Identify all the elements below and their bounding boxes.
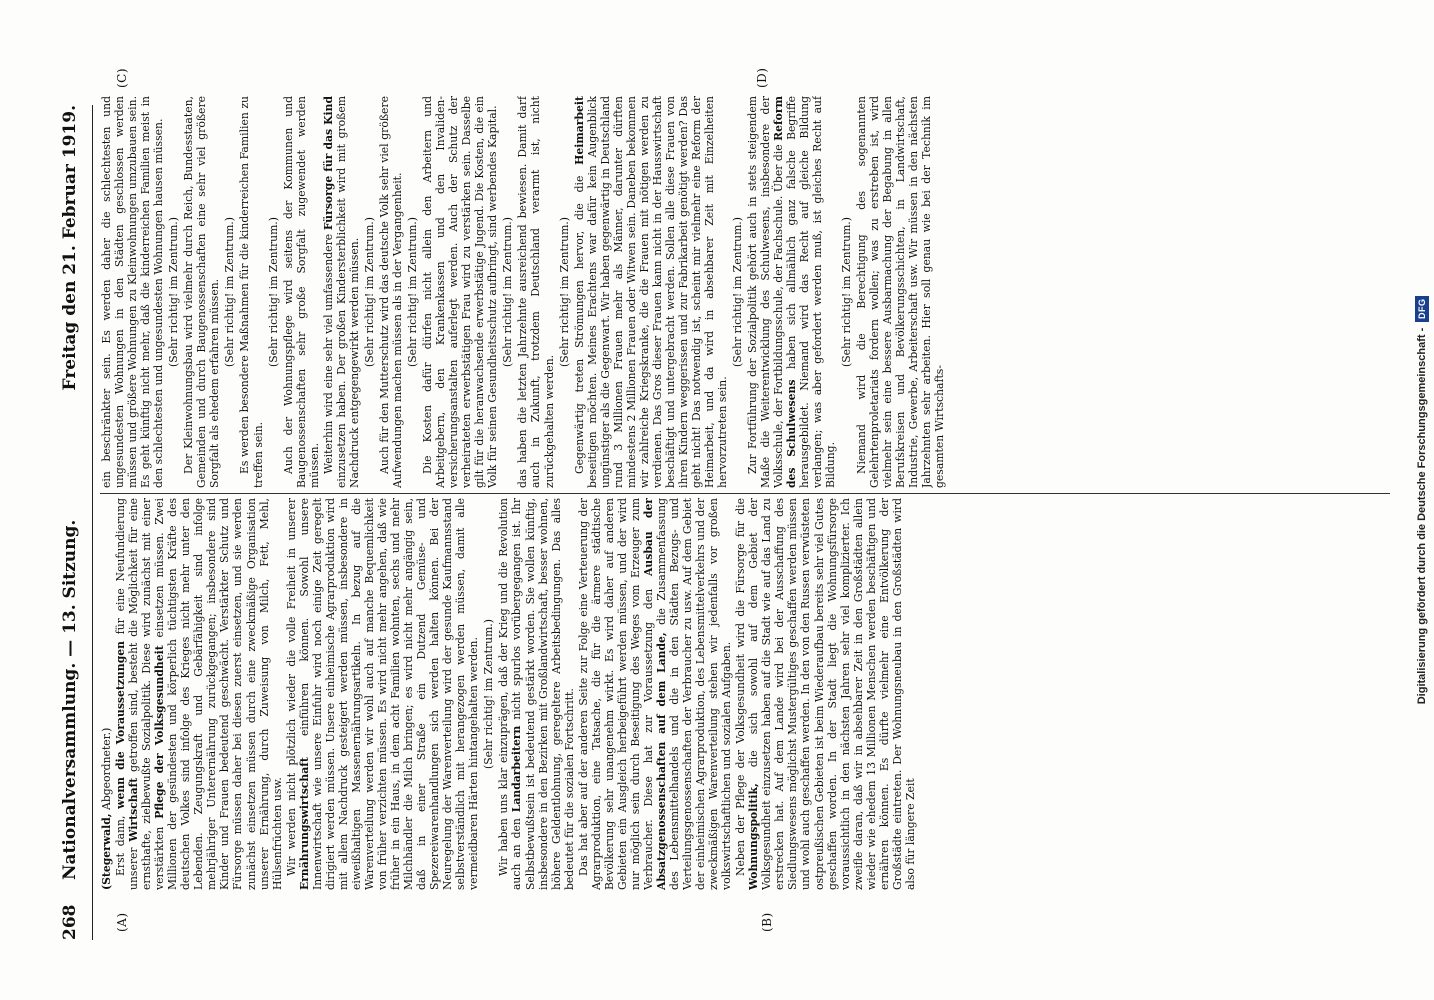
margin-mark-b: (B) bbox=[760, 912, 774, 932]
interjection: (Sehr richtig! im Zentrum.) bbox=[501, 217, 515, 367]
text-run: getroffen sind, besteht die Möglichkeit für eine ernsthafte, zielbewußte Sozialpolitik. Diese wird zunächst mit einer verstärkten bbox=[127, 498, 167, 890]
emphasis: Ausbau der Absatzgenossenschaften auf dem Lande, bbox=[641, 498, 668, 890]
paragraph: Es werden besondere Maßnahmen für die kinderreichen Familien zu treffen sein. bbox=[238, 96, 265, 488]
interjection: (Sehr richtig! im Zentrum.) bbox=[731, 217, 745, 367]
left-column bbox=[100, 498, 1400, 890]
emphasis: Heimarbeit bbox=[572, 96, 586, 165]
emphasis: Ernährungswirtschaft bbox=[297, 757, 311, 890]
text-run: einzusetzen haben. Der großen Kindersterblichkeit wird mit großem Nachdruck entgegengewirkt werden müssen. bbox=[334, 96, 361, 488]
interjection: (Sehr richtig! im Zentrum.) bbox=[167, 217, 181, 367]
interjection: (Sehr richtig! im Zentrum.) bbox=[266, 217, 280, 367]
right-running-title: Freitag den 21. Februar 1919. bbox=[60, 105, 80, 391]
left-running-title: Nationalversammlung. — 13. Sitzung. bbox=[60, 519, 80, 880]
speaker-role: Abgeordneter.) bbox=[100, 727, 113, 810]
interjection: (Sehr richtig! im Zentrum.) bbox=[406, 217, 420, 367]
paragraph: Auch für den Mutterschutz wird das deutsche Volk sehr viel größere Aufwendungen machen müssen als in der Vergangenheit. bbox=[377, 96, 404, 488]
paragraph bbox=[114, 498, 284, 890]
text-run: haben sich allmählich ganz falsche Begriffe herausgebildet. Niemand wird das Recht auf gleiche Bildung verlangen; was aber gefordert werden muß, ist gleiches Recht auf Bildung. bbox=[785, 96, 838, 488]
text-run: Das hat aber auf der anderen Seite zur Folge eine Verteuerung der Agrarproduktion, eine Tatsache, die für die ärmere städtische Bevölkerung sehr unangenehm wirkt. Es wird daher auf anderen Gebieten ein Ausgleich herbeigeführt werden müssen, und der wird nur möglich sein durch Beseitigung des Weges vom Erzeuger zum Verbraucher. Diese hat zur Voraussetzung den bbox=[576, 498, 655, 890]
text-run: einführen können. Sowohl unsere Innenwirtschaft wie unsere Einfuhr wird noch einige Zeit geregelt dirigiert werden müssen. Unsere einheimische Agrarproduktion wird mit allem Nachdruck gesteigert werden müssen, insbesondere in eiweißhaltigen Massenernährungsartikeln. In bezug auf die Warenverteilung werden wir wohl auch auf manche Bequemlichkeit von früher verzichten müssen. Es wird nicht mehr angehen, daß wie früher in ein Haus, in dem acht Familien wohnten, sechs und mehr Milchhändler die Milch bringen; es wird nicht mehr angängig sein, daß in einer Straße ein Dutzend Gemüse- und Spezereiwarenhandlungen sich werden halten können. Bei der Neuregelung der Warenverteilung wird der gesunde Kaufmannsstand selbstverständlich mit herangezogen werden müssen, damit alle vermeidbaren Härten hintangehalten werden. bbox=[297, 498, 481, 890]
paragraph: Niemand wird die Berechtigung des sogenannten Gelehrtenproletariats fordern wollen; was zu erstreben ist, wird vielmehr sein eine bessere Ausbarmachung der Begabung in allen Berufskreisen und Bevölkerungsschichten, in Landwirtschaft, Industrie, Gewerbe, Arbeiterschaft usw. Wir müssen in den nächsten Jahrzehnten sehr arbeiten. Hier soll genau wie bei der Technik im gesamten Wirtschafts- bbox=[854, 96, 946, 488]
emphasis: Pflege der Volksgesundheit bbox=[153, 645, 167, 819]
margin-mark-a: (A) bbox=[115, 912, 129, 932]
paragraph: ein beschränkter sein. Es werden daher die schlechtesten und ungesundesten Wohnungen in den Städten geschlossen werden müssen und größere Wohnungen zu Kleinwohnungen umzubauen sein. Es geht künftig nicht mehr, daß die kinderreichen Familien meist in den schlechtesten und ungesundesten Wohnungen hausen müssen. bbox=[100, 96, 166, 488]
paragraph bbox=[497, 498, 575, 890]
emphasis: Fürsorge für das Kind bbox=[321, 96, 335, 231]
text-run: Erst dann, bbox=[114, 815, 128, 876]
text-run: Wir haben uns klar einzuprägen, daß der Krieg und die Revolution auch an den bbox=[497, 498, 524, 890]
interjection: (Sehr richtig! im Zentrum.) bbox=[223, 217, 237, 367]
interjection: (Sehr richtig! im Zentrum.) bbox=[557, 217, 571, 367]
interjection: (Sehr richtig! im Zentrum.) bbox=[482, 619, 496, 769]
emphasis: Wirtschaft bbox=[127, 777, 141, 842]
text-run: die sich sowohl auf dem Gebiet der Volksgesundheit einzusetzen haben auf die Stadt wie auf das Land zu erstrecken hat. Auf dem Lande wird bei der Ausschaffung des Siedlungswesens möglichst Mustergültiges geschaffen werden müssen und wohl auch geschaffen werden. In den von den Russen verwüsteten ostpreußischen Gebieten ist beim Wiederaufbau bereits sehr viel Gutes geschaffen worden. In der Stadt liegt die Wohnungsfürsorge voraussichtlich in den nächsten Jahren sehr viel komplizierter. Ich zweifle daran, daß wir in absehbarer Zeit in den Großstädten allein wieder wie ehedem 13 Millionen Menschen werden beschäftigen und ernähren können. Es dürfte vielmehr eine Entvölkerung der Großstädte eintreten. Der Wohnungsneubau in den Großstädten wird also für längere Zeit bbox=[747, 498, 917, 890]
margin-mark-d: (D) bbox=[755, 67, 769, 88]
column-divider bbox=[100, 493, 1390, 494]
right-column bbox=[100, 96, 1400, 488]
speaker-line bbox=[100, 498, 113, 890]
credit-text: Digitalisierung gefördert durch die Deutsche Forschungsgemeinschaft - bbox=[1416, 327, 1428, 705]
emphasis: wenn die Voraussetzungen bbox=[114, 641, 128, 809]
text-run: für eine Neufundierung unserer bbox=[114, 498, 141, 890]
text-run: Neben der Pflege der Volksgesundheit wird die Fürsorge für die bbox=[734, 498, 748, 876]
text-run: Weiterhin wird eine sehr viel umfassendere bbox=[321, 233, 335, 474]
paragraph bbox=[734, 498, 917, 890]
digitization-credit bbox=[1412, 0, 1432, 1000]
text-run: die Zusammenfassung des Lebensmittelhandels und die in den Städten Bezugs- und Verteilungsgenossenschaften der Verbraucher zu usw. Auf dem Gebiet der einheimischen Agrarproduktion, des Lebensmittelverkehrs und der zweckmäßigen Warenverteilung stehen wir jedenfalls vor großen volkswirtschaftlichen und sozialen Aufgaben. bbox=[654, 498, 734, 890]
dfg-logo-icon: DFG bbox=[1415, 296, 1429, 322]
paragraph bbox=[322, 96, 361, 488]
interjection: (Sehr richtig! im Zentrum.) bbox=[839, 217, 853, 367]
text-run: einsetzen müssen. Zwei Millionen der gesündesten und körperlich tüchtigsten Kräfte des deutschen Volkes sind infolge des Krieges nicht mehr unter den Lebenden. Zeugungskraft und Gebärfähigkeit sind infolge mehrjähriger Unterernährung zurückgegangen; insbesondere sind Kinder und Frauen bedeutend geschwächt. Verstärkter Schutz und Fürsorge müssen daher bei diesen zuerst einsetzen, und sie werden zunächst einsetzen müssen durch eine zweckmäßige Organisation unserer Ernährung, durch Zuweisung von Milch, Fett, Mehl, Hülsenfrüchten usw. bbox=[153, 498, 284, 890]
paragraph: Die Kosten dafür dürfen nicht allein den Arbeitern und Arbeitgebern, den Krankenkassen und den Invalidenversicherungsanstalten auferlegt werden. Auch der Schutz der verheirateten erwerbstätigen Frau wird zu verstärken sein. Dasselbe gilt für die heranwachsende erwerbstätige Jugend. Die Kosten, die ein Volk für seinen Gesundheitsschutz aufbringt, sind werbendes Kapital. bbox=[421, 96, 500, 488]
margin-mark-c: (C) bbox=[115, 67, 129, 88]
emphasis: Landarbeitern bbox=[510, 725, 524, 813]
interjection: (Sehr richtig! im Zentrum.) bbox=[362, 217, 376, 367]
running-head bbox=[60, 105, 90, 940]
paragraph bbox=[285, 498, 481, 890]
paragraph bbox=[746, 96, 837, 488]
paragraph: Der Kleinwohnungsbau wird vielmehr durch Reich, Bundesstaaten, Gemeinden und durch Baugenossenschaften eine sehr viel größere Sorgfalt als ehedem erfahren müssen. bbox=[182, 96, 222, 488]
text-run: Wir werden nicht plötzlich wieder die volle Freiheit in unserer bbox=[284, 498, 298, 876]
text-run: Zur Fortführung der Sozialpolitik gehört auch in stets steigendem Maße die Weiterentwicklung des Schulwesens, insbesondere der Volksschule, der Fortbildungsschule, der Fachschule. Über die bbox=[746, 96, 786, 488]
emphasis: Wohnungspolitik, bbox=[747, 783, 761, 890]
paragraph bbox=[577, 498, 734, 890]
speaker-name: (Stegerwald, bbox=[100, 813, 113, 890]
page-number: 268 bbox=[60, 904, 80, 940]
text-run: nicht spurlos vorübergegangen ist. Ihr Selbstbewußtsein ist bedeutend gestärkt worden. Sie wollen künftig, insbesondere in den Bezirken mit Großlandwirtschaft, besser wohnen, höhere Geldentlohnung, geregeltere Arbeitsbedingungen. Das alles bedeutet für die sozialen Fortschritt. bbox=[510, 498, 576, 890]
text-run: Gegenwärtig treten Strömungen hervor, die die bbox=[572, 175, 586, 474]
paragraph: Auch der Wohnungspflege wird seitens der Kommunen und Baugenossenschaften sehr große Sorgfalt zugewendet werden müssen. bbox=[281, 96, 321, 488]
paragraph bbox=[573, 96, 730, 488]
text-run: beseitigen möchten. Meines Erachtens war dafür kein Augenblick ungünstiger als die Gegenwart. Wir haben gegenwärtig in Deutschland rund 3 Millionen Frauen mehr als Männer, darunter dürften mindestens 2 Millionen Frauen oder Witwen sein. Daneben bekommen wir zahlreiche Kriegskranke, die die Frauen mit nötigen werden zu verdienen. Das Gros dieser Frauen kann nicht in der Hausswirtschaft beschäftigt und untergebracht werden. Sollen alle diese Frauen von ihren Kindern weggerissen und zur Fabrikarbeit genötigt werden? Das geht nicht! Das notwendig ist, scheint mir vielmehr eine Reform der Heimarbeit, und da wird in absehbarer Zeit mit Einzelheiten hervorzutreten sein. bbox=[585, 96, 730, 488]
emphasis: Reform des Schulwesens bbox=[772, 96, 799, 488]
paragraph: das haben die letzten Jahrzehnte ausreichend bewiesen. Damit darf auch in Zukunft, trotzdem Deutschland verarmt ist, nicht zurückgehalten werden. bbox=[516, 96, 556, 488]
header-rule bbox=[92, 105, 93, 940]
